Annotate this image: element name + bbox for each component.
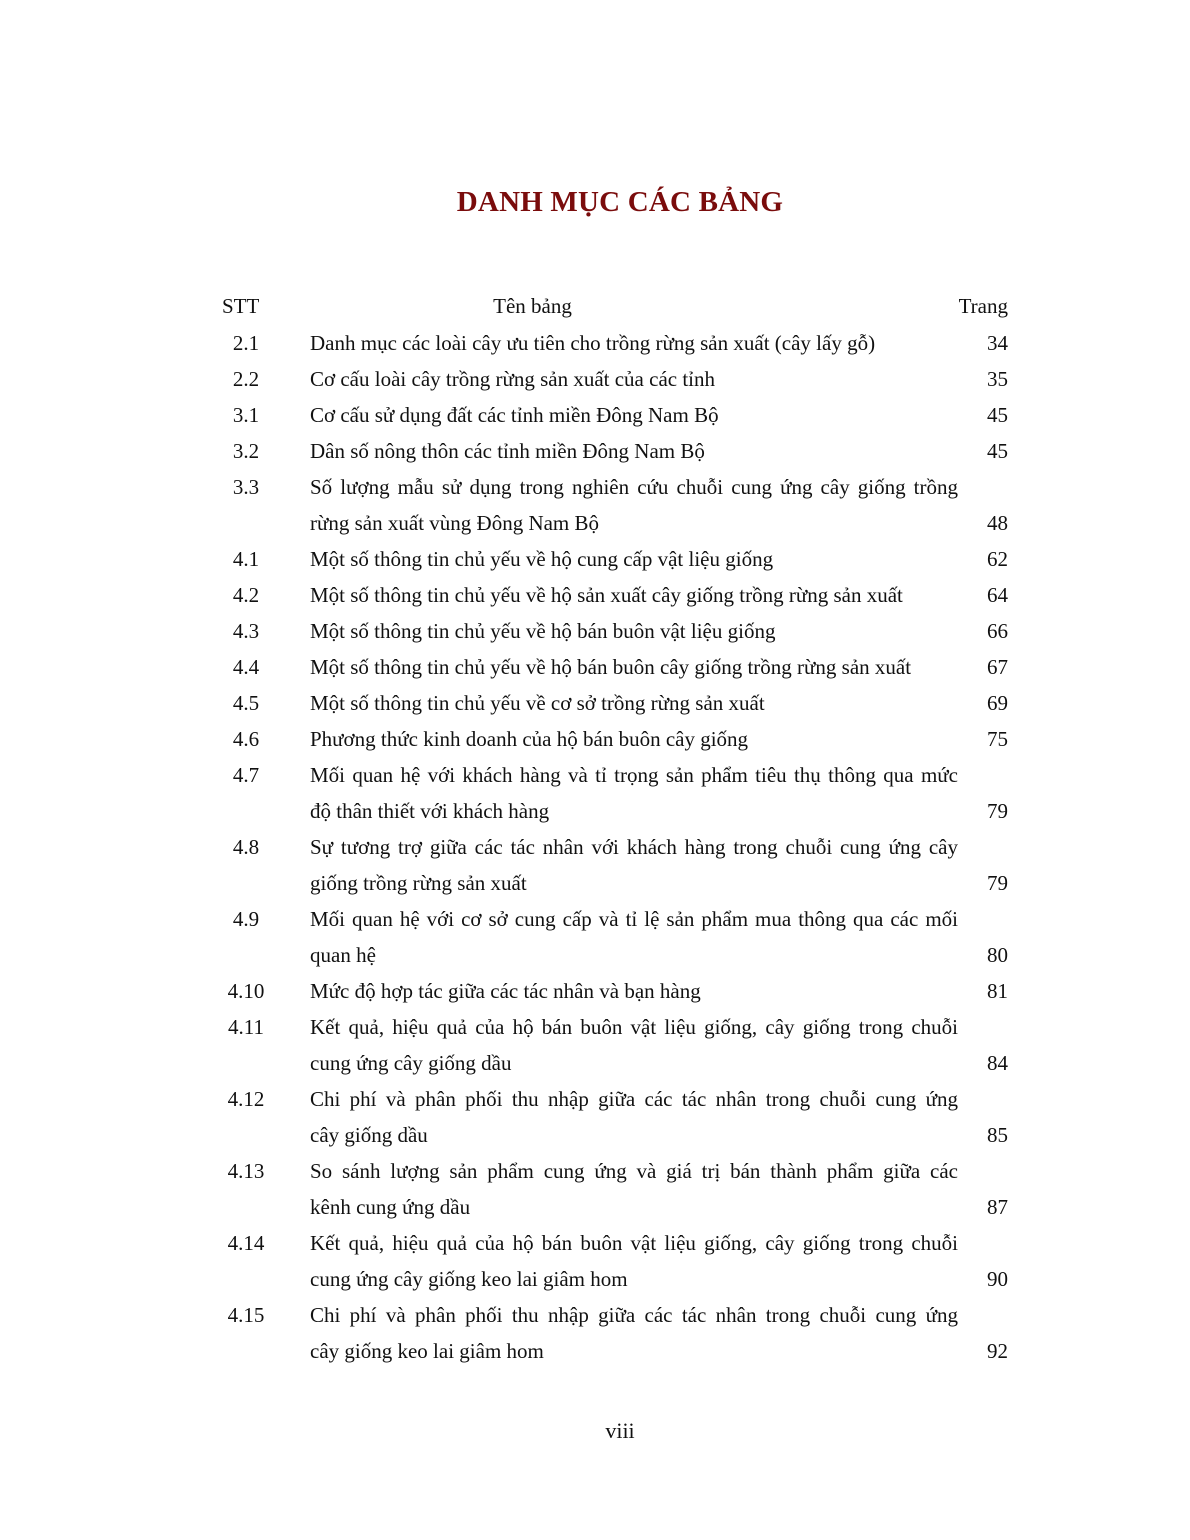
column-header-name: Tên bảng <box>493 294 572 318</box>
entry-title: Mối quan hệ với khách hàng và tỉ trọng sản phẩm tiêu thụ thông qua mức <box>310 763 958 787</box>
entry-number: 4.6 <box>232 727 260 751</box>
table-list-header <box>0 287 1190 325</box>
entry-page: 90 <box>987 1267 1008 1291</box>
entry-page: 35 <box>987 367 1008 391</box>
entry-title: Chi phí và phân phối thu nhập giữa các tác nhân trong chuỗi cung ứng <box>310 1087 958 1111</box>
entry-number: 4.3 <box>232 619 260 643</box>
entry-title: cung ứng cây giống dầu <box>310 1051 512 1075</box>
entry-number: 4.4 <box>232 655 260 679</box>
entry-title: cây giống dầu <box>310 1123 428 1147</box>
entry-page: 45 <box>987 439 1008 463</box>
entry-number: 4.7 <box>232 763 260 787</box>
entry-title: Kết quả, hiệu quả của hộ bán buôn vật liệu giống, cây giống trong chuỗi <box>310 1231 958 1255</box>
table-entry-continuation[interactable] <box>0 1261 1190 1297</box>
entry-number: 4.13 <box>227 1159 265 1183</box>
entry-title: quan hệ <box>310 943 376 967</box>
entry-page: 75 <box>987 727 1008 751</box>
entry-number: 4.1 <box>232 547 260 571</box>
entry-title: Một số thông tin chủ yếu về hộ bán buôn vật liệu giống <box>310 619 776 643</box>
entry-title: kênh cung ứng dầu <box>310 1195 471 1219</box>
table-list <box>0 287 1190 1369</box>
entry-page: 92 <box>987 1339 1008 1363</box>
entry-page: 69 <box>987 691 1008 715</box>
entry-title: Một số thông tin chủ yếu về cơ sở trồng rừng sản xuất <box>310 691 765 715</box>
entry-title: cây giống keo lai giâm hom <box>310 1339 544 1363</box>
table-entry[interactable] <box>0 469 1190 505</box>
table-entry[interactable] <box>0 685 1190 721</box>
entry-page: 87 <box>987 1195 1008 1219</box>
entry-number: 2.1 <box>232 331 260 355</box>
table-entry[interactable] <box>0 613 1190 649</box>
table-entry[interactable] <box>0 901 1190 937</box>
table-entry-continuation[interactable] <box>0 865 1190 901</box>
entry-page: 80 <box>987 943 1008 967</box>
entry-title: Chi phí và phân phối thu nhập giữa các tác nhân trong chuỗi cung ứng <box>310 1303 958 1327</box>
entry-page: 85 <box>987 1123 1008 1147</box>
entry-title: Một số thông tin chủ yếu về hộ bán buôn cây giống trồng rừng sản xuất <box>310 655 912 679</box>
entry-number: 4.15 <box>227 1303 265 1327</box>
table-entry[interactable] <box>0 1009 1190 1045</box>
entry-title: rừng sản xuất vùng Đông Nam Bộ <box>310 511 600 535</box>
table-entry-continuation[interactable] <box>0 1117 1190 1153</box>
entry-title: giống trồng rừng sản xuất <box>310 871 527 895</box>
entry-number: 4.2 <box>232 583 260 607</box>
table-entry-continuation[interactable] <box>0 793 1190 829</box>
entry-number: 4.9 <box>232 907 260 931</box>
entry-number: 4.11 <box>228 1015 264 1039</box>
entry-title: Phương thức kinh doanh của hộ bán buôn cây giống <box>310 727 749 751</box>
page-number: viii <box>605 1418 635 1443</box>
entry-page: 79 <box>987 871 1008 895</box>
table-entry[interactable] <box>0 1297 1190 1333</box>
entry-title: Dân số nông thôn các tỉnh miền Đông Nam Bộ <box>310 439 705 463</box>
entry-number: 4.8 <box>232 835 260 859</box>
entry-title: Số lượng mẫu sử dụng trong nghiên cứu chuỗi cung ứng cây giống trồng <box>310 475 958 499</box>
table-entry-continuation[interactable] <box>0 937 1190 973</box>
entry-title: Kết quả, hiệu quả của hộ bán buôn vật liệu giống, cây giống trong chuỗi <box>310 1015 958 1039</box>
table-entry[interactable] <box>0 361 1190 397</box>
entry-page: 45 <box>987 403 1008 427</box>
entry-page: 84 <box>987 1051 1008 1075</box>
entry-page: 48 <box>987 511 1008 535</box>
entry-title: Sự tương trợ giữa các tác nhân với khách hàng trong chuỗi cung ứng cây <box>310 835 958 859</box>
entry-page: 62 <box>987 547 1008 571</box>
entry-title: Một số thông tin chủ yếu về hộ sản xuất cây giống trồng rừng sản xuất <box>310 583 903 607</box>
entry-number: 3.1 <box>232 403 260 427</box>
entry-number: 4.5 <box>232 691 260 715</box>
table-entry[interactable] <box>0 1225 1190 1261</box>
entry-title: Danh mục các loài cây ưu tiên cho trồng rừng sản xuất (cây lấy gỗ) <box>310 331 876 355</box>
entry-page: 64 <box>987 583 1008 607</box>
entry-title: Một số thông tin chủ yếu về hộ cung cấp vật liệu giống <box>310 547 774 571</box>
table-entry[interactable] <box>0 397 1190 433</box>
table-entry[interactable] <box>0 325 1190 361</box>
entry-number: 4.12 <box>227 1087 265 1111</box>
entry-page: 34 <box>987 331 1008 355</box>
table-entry[interactable] <box>0 721 1190 757</box>
entry-title: cung ứng cây giống keo lai giâm hom <box>310 1267 628 1291</box>
table-entry[interactable] <box>0 757 1190 793</box>
table-entry-continuation[interactable] <box>0 505 1190 541</box>
entry-title: So sánh lượng sản phẩm cung ứng và giá trị bán thành phẩm giữa các <box>310 1159 958 1183</box>
table-entry-continuation[interactable] <box>0 1045 1190 1081</box>
table-entry[interactable] <box>0 1153 1190 1189</box>
table-entry-continuation[interactable] <box>0 1333 1190 1369</box>
table-entry[interactable] <box>0 829 1190 865</box>
table-entry[interactable] <box>0 433 1190 469</box>
table-entry-continuation[interactable] <box>0 1189 1190 1225</box>
entry-page: 66 <box>987 619 1008 643</box>
entry-title: Mối quan hệ với cơ sở cung cấp và tỉ lệ sản phẩm mua thông qua các mối <box>310 907 958 931</box>
entry-number: 4.10 <box>227 979 265 1003</box>
column-header-stt: STT <box>222 294 260 318</box>
table-entry[interactable] <box>0 1081 1190 1117</box>
table-entry[interactable] <box>0 541 1190 577</box>
entry-title: Cơ cấu loài cây trồng rừng sản xuất của các tỉnh <box>310 367 716 391</box>
entry-number: 3.3 <box>232 475 260 499</box>
entry-title: Cơ cấu sử dụng đất các tỉnh miền Đông Nam Bộ <box>310 403 719 427</box>
entry-page: 67 <box>987 655 1008 679</box>
page-title: DANH MỤC CÁC BẢNG <box>456 186 784 218</box>
entry-page: 79 <box>987 799 1008 823</box>
table-entry[interactable] <box>0 973 1190 1009</box>
entry-number: 4.14 <box>227 1231 265 1255</box>
entry-page: 81 <box>987 979 1008 1003</box>
table-entry[interactable] <box>0 577 1190 613</box>
table-list-entries <box>0 325 1190 1369</box>
table-entry[interactable] <box>0 649 1190 685</box>
entry-title: độ thân thiết với khách hàng <box>310 799 550 823</box>
entry-number: 2.2 <box>232 367 260 391</box>
entry-title: Mức độ hợp tác giữa các tác nhân và bạn hàng <box>310 979 701 1003</box>
column-header-page: Trang <box>958 294 1008 318</box>
entry-number: 3.2 <box>232 439 260 463</box>
